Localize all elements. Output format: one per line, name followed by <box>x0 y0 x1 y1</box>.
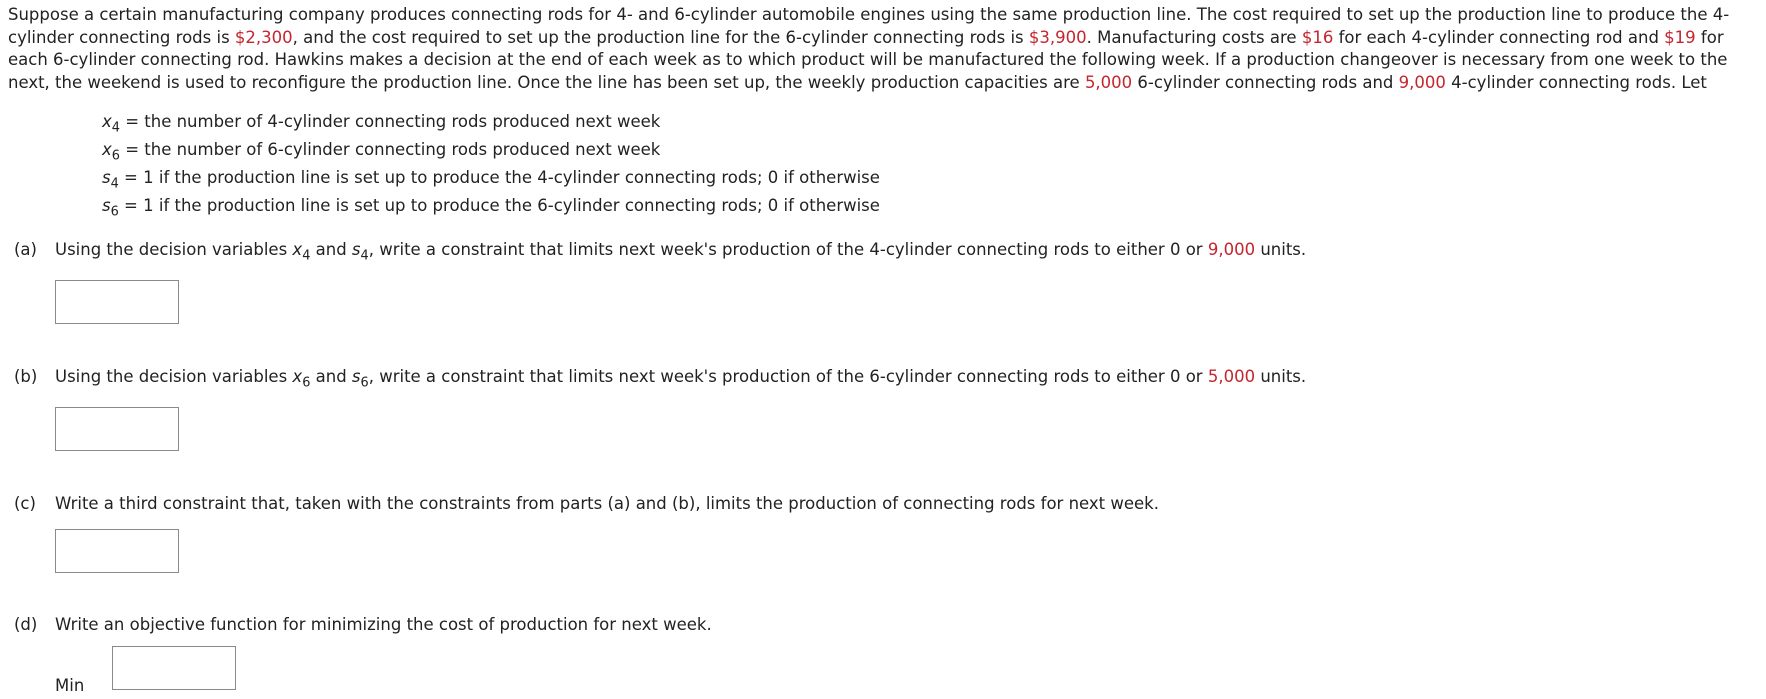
problem-statement: Suppose a certain manufacturing company produces connecting rods for 4- and 6-cylinder automobile engines using the same production line. The cost required to set up the production line to produce the 4-cylinder connecting rods is $2,300, and the cost required to set up the production line for the 6-cylinder connecting rods is $3,900. Manufacturing costs are $16 for each 4-cylinder connecting rod and $19 for each 6-cylinder connecting rod. Hawkins makes a decision at the end of each week as to which product will be manufactured the following week. If a production changeover is necessary from one week to the next, the weekend is used to reconfigure the production line. Once the line has been set up, the weekly production capacities are 5,000 6-cylinder connecting rods and 9,000 4-cylinder connecting rods. Let <box>8 5 1730 93</box>
answer-a-input[interactable] <box>55 280 179 324</box>
answer-b-input[interactable] <box>55 407 179 451</box>
question-d: (d) Write an objective function for minimizing the cost of production for next week. <box>14 615 712 634</box>
capacity-6: 5,000 <box>1084 73 1133 93</box>
mfg-cost-4: $16 <box>1301 27 1334 47</box>
question-c: (c) Write a third constraint that, taken with the constraints from parts (a) and (b), limits the production of connecting rods for next week. <box>14 494 1159 513</box>
variable-definition-x4: $x_4$ = the number of 4-cylinder connecting rods produced next week <box>102 112 661 136</box>
question-a: (a) Using the decision variables $x_4$ and $s_4$, write a constraint that limits next week's production of the 4-cylinder connecting rods to either 0 or 9,000 units. <box>14 240 1307 264</box>
question-b: (b) Using the decision variables $x_6$ and $s_6$, write a constraint that limits next week's production of the 6-cylinder connecting rods to either 0 or 5,000 units. <box>14 367 1307 391</box>
answer-c-input[interactable] <box>55 529 179 573</box>
objective-function-input[interactable] <box>112 646 236 690</box>
setup-cost-6: $3,900 <box>1028 27 1087 47</box>
variable-definition-s4: $s_4 = 1$ if the production line is set up to produce the 4-cylinder connecting rods; 0 if otherwise <box>102 168 880 192</box>
variable-definition-s6: $s_6 = 1$ if the production line is set up to produce the 6-cylinder connecting rods; 0 if otherwise <box>102 196 880 220</box>
capacity-4: 9,000 <box>1398 73 1446 93</box>
setup-cost-4: $2,300 <box>234 27 293 47</box>
min-label: Min <box>55 676 85 695</box>
variable-definition-x6: $x_6$ = the number of 6-cylinder connecting rods produced next week <box>102 140 661 164</box>
mfg-cost-6: $19 <box>1664 27 1696 47</box>
